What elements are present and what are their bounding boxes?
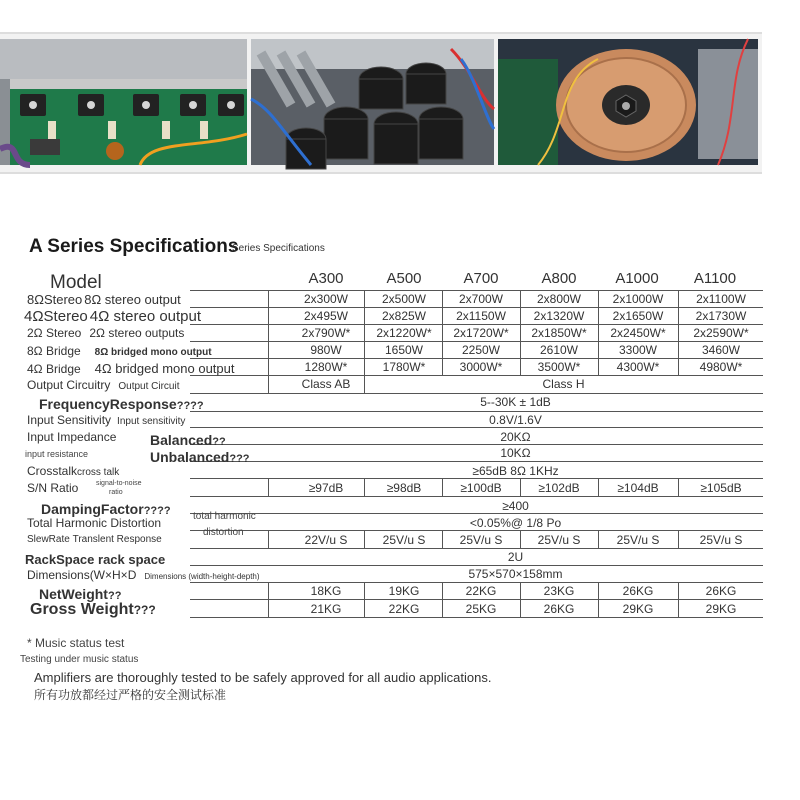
model-header: Model — [50, 272, 102, 293]
row-label-cn: ???? — [176, 400, 204, 412]
table-divider — [268, 582, 269, 617]
net-a500: 19KG — [388, 584, 420, 598]
row-label-impedance-cn: input resistance — [25, 449, 89, 459]
stereo2-a700: 2x1720W* — [453, 326, 509, 340]
rack-value: 2U — [507, 550, 524, 564]
row-label-snr: S/N Ratio — [27, 481, 79, 495]
row-label-slew — [27, 534, 162, 545]
stereo2-a500: 2x1220W* — [376, 326, 432, 340]
row-label-cn: 4Ω stereo output — [89, 308, 202, 325]
circuitry-class-ab: Class AB — [301, 377, 351, 391]
stereo8-a500: 2x500W — [381, 292, 427, 306]
row-label-thd: Total Harmonic Distortion — [27, 516, 162, 530]
approval-note: Amplifiers are thoroughly tested to be safely approved for all audio applications. — [34, 670, 492, 685]
row-label-stereo-8 — [27, 292, 181, 307]
circuitry-class-h: Class H — [542, 377, 585, 391]
model-a1100: A1100 — [693, 270, 737, 287]
stereo4-a500: 2x825W — [381, 309, 427, 323]
table-rule — [190, 513, 763, 514]
table-divider — [268, 478, 269, 496]
row-label-crosstalk — [27, 464, 119, 478]
stereo8-a1100: 2x1100W — [696, 292, 746, 306]
gross-a500: 22KG — [388, 602, 420, 616]
snr-a1100: ≥105dB — [700, 481, 742, 495]
row-label-text: RackSpace — [25, 552, 95, 567]
model-a1000: A1000 — [615, 270, 659, 287]
unbalanced-text: Unbalanced — [150, 449, 230, 465]
table-rule — [190, 496, 763, 497]
balanced-cn: ?? — [212, 436, 226, 448]
row-label-impedance: Input Impedance — [27, 430, 117, 444]
table-rule — [190, 375, 763, 376]
row-label-stereo-4 — [24, 308, 201, 325]
row-label-cn: Input sensitivity — [117, 416, 186, 427]
row-label-frequency — [39, 396, 204, 412]
bridge4-a700: 3000W* — [459, 360, 503, 374]
model-a300: A300 — [308, 270, 344, 287]
row-label-text: 8ΩStereo — [27, 292, 83, 307]
bridge4-a1100: 4980W* — [699, 360, 743, 374]
table-divider — [678, 582, 679, 617]
row-label-net-weight — [39, 586, 121, 602]
row-label-bridge-4 — [27, 361, 235, 376]
dimensions-value: 575×570×158mm — [468, 567, 563, 581]
capacitor-photo — [251, 39, 494, 165]
stereo2-a300: 2x790W* — [301, 326, 351, 340]
stereo2-a1100: 2x2590W* — [693, 326, 749, 340]
table-divider — [678, 290, 679, 375]
snr-cn-2: ratio — [109, 489, 123, 496]
thd-cn-1: total harmonic — [193, 511, 256, 522]
net-a800: 23KG — [543, 584, 575, 598]
row-label-text: Gross Weight — [30, 601, 134, 618]
frequency-value: 5--30K ± 1dB — [480, 395, 551, 409]
balanced-label — [150, 432, 226, 448]
row-label-cn: cross talk — [77, 467, 120, 478]
bridge8-a500: 1650W — [384, 343, 424, 357]
table-rule — [190, 617, 763, 618]
snr-a700: ≥100dB — [460, 481, 502, 495]
damping-value: ≥400 — [502, 499, 529, 513]
slew-a300: 22V/u S — [304, 533, 348, 547]
unbalanced-cn: ??? — [229, 453, 250, 465]
bridge8-a800: 2610W — [539, 343, 579, 357]
row-label-cn: 8Ω stereo output — [84, 292, 181, 307]
row-label-rack — [25, 552, 165, 567]
table-rule — [190, 393, 763, 394]
table-divider — [678, 478, 679, 496]
bridge8-a300: 980W — [310, 343, 342, 357]
stereo4-a1000: 2x1650W — [612, 309, 664, 323]
gross-a800: 26KG — [543, 602, 575, 616]
bridge4-a1000: 4300W* — [616, 360, 660, 374]
bridge8-a1100: 3460W — [701, 343, 741, 357]
unbalanced-label — [150, 449, 250, 465]
row-label-cn: ???? — [143, 505, 171, 517]
page-subtitle: Series Specifications — [232, 243, 325, 254]
snr-a500: ≥98dB — [386, 481, 422, 495]
table-rule — [190, 461, 763, 462]
row-label-damping — [41, 501, 171, 517]
stereo8-a300: 2x300W — [303, 292, 349, 306]
row-label-cn: ??? — [133, 603, 156, 617]
row-label-text: Crosstalk — [27, 464, 78, 478]
net-a1100: 26KG — [705, 584, 737, 598]
row-label-text: Input Sensitivity — [27, 413, 112, 427]
unbalanced-value: 10KΩ — [500, 446, 531, 460]
gross-a1000: 29KG — [622, 602, 654, 616]
bridge8-a700: 2250W — [461, 343, 501, 357]
model-a500: A500 — [386, 270, 422, 287]
stereo4-a800: 2x1320W — [533, 309, 585, 323]
row-label-text: 2Ω Stereo — [27, 326, 82, 340]
table-rule — [190, 427, 763, 428]
balanced-text: Balanced — [150, 432, 213, 448]
net-a300: 18KG — [310, 584, 342, 598]
row-label-text: Dimensions(W×H×D — [27, 568, 137, 582]
row-label-text: NetWeight — [39, 586, 108, 602]
row-label-gross-weight — [30, 601, 156, 619]
gross-a300: 21KG — [310, 602, 342, 616]
row-label-stereo-2 — [27, 326, 184, 340]
stereo4-a300: 2x495W — [303, 309, 349, 323]
net-a700: 22KG — [465, 584, 497, 598]
net-a1000: 26KG — [622, 584, 654, 598]
balanced-value: 20KΩ — [500, 430, 531, 444]
bridge4-a500: 1780W* — [382, 360, 426, 374]
row-label-cn: ?? — [107, 590, 122, 602]
slew-a1100: 25V/u S — [699, 533, 743, 547]
pcb-transistor-photo — [0, 39, 247, 165]
table-divider — [268, 290, 269, 393]
thd-value: <0.05%@ 1/8 Po — [469, 516, 562, 530]
page-title: A Series Specifications — [29, 236, 239, 257]
table-rule — [190, 411, 763, 412]
gross-a1100: 29KG — [705, 602, 737, 616]
gross-a700: 25KG — [465, 602, 497, 616]
photo-strip — [0, 32, 762, 174]
slew-a1000: 25V/u S — [616, 533, 660, 547]
stereo8-a800: 2x800W — [536, 292, 582, 306]
row-label-cn: Translent Response — [72, 534, 162, 545]
table-divider — [268, 530, 269, 548]
row-label-cn: 2Ω stereo outputs — [89, 326, 185, 340]
row-label-text: 4Ω Bridge — [27, 362, 81, 376]
bridge4-a300: 1280W* — [304, 360, 348, 374]
row-label-text: FrequencyResponse — [39, 396, 177, 412]
row-label-cn: 8Ω bridged mono output — [94, 347, 212, 358]
slew-a800: 25V/u S — [537, 533, 581, 547]
table-divider — [678, 530, 679, 548]
stereo4-a1100: 2x1730W — [695, 309, 747, 323]
row-label-text: SlewRate — [27, 534, 70, 545]
row-label-sensitivity — [27, 413, 185, 427]
stereo4-a700: 2x1150W — [456, 309, 506, 323]
stereo8-a1000: 2x1000W — [612, 292, 664, 306]
bridge4-a800: 3500W* — [537, 360, 581, 374]
snr-a300: ≥97dB — [308, 481, 344, 495]
row-label-text: 8Ω Bridge — [27, 344, 81, 358]
model-a700: A700 — [463, 270, 499, 287]
music-test-note: * Music status test — [27, 636, 125, 650]
transformer-photo — [498, 39, 758, 165]
row-label-text: 4ΩStereo — [24, 308, 88, 325]
slew-a700: 25V/u S — [459, 533, 503, 547]
row-label-cn: Output Circuit — [118, 381, 180, 392]
crosstalk-value: ≥65dB 8Ω 1KHz — [472, 464, 559, 478]
stereo2-a1000: 2x2450W* — [610, 326, 666, 340]
model-a800: A800 — [541, 270, 577, 287]
row-label-dimensions — [27, 568, 260, 582]
music-test-note-cn: Testing under music status — [20, 654, 139, 665]
table-rule — [190, 444, 763, 445]
row-label-text: Output Circuitry — [27, 378, 111, 392]
bridge8-a1000: 3300W — [618, 343, 658, 357]
thd-cn-2: distortion — [203, 527, 244, 538]
row-label-bridge-8 — [27, 344, 212, 358]
row-label-text: DampingFactor — [41, 501, 144, 517]
table-rule — [190, 565, 763, 566]
snr-a1000: ≥104dB — [617, 481, 659, 495]
stereo2-a800: 2x1850W* — [531, 326, 587, 340]
row-label-circuitry — [27, 378, 180, 392]
table-rule — [190, 548, 763, 549]
sensitivity-value: 0.8V/1.6V — [489, 413, 542, 427]
stereo8-a700: 2x700W — [458, 292, 504, 306]
snr-cn-1: signal-to-noise — [96, 480, 142, 487]
row-label-cn: Dimensions (width-height-depth) — [144, 572, 260, 581]
row-label-cn: 4Ω bridged mono output — [94, 361, 235, 376]
approval-note-cn: 所有功放都经过严格的安全测试标准 — [34, 688, 227, 702]
row-label-cn: rack space — [98, 552, 166, 567]
snr-a800: ≥102dB — [538, 481, 580, 495]
slew-a500: 25V/u S — [382, 533, 426, 547]
